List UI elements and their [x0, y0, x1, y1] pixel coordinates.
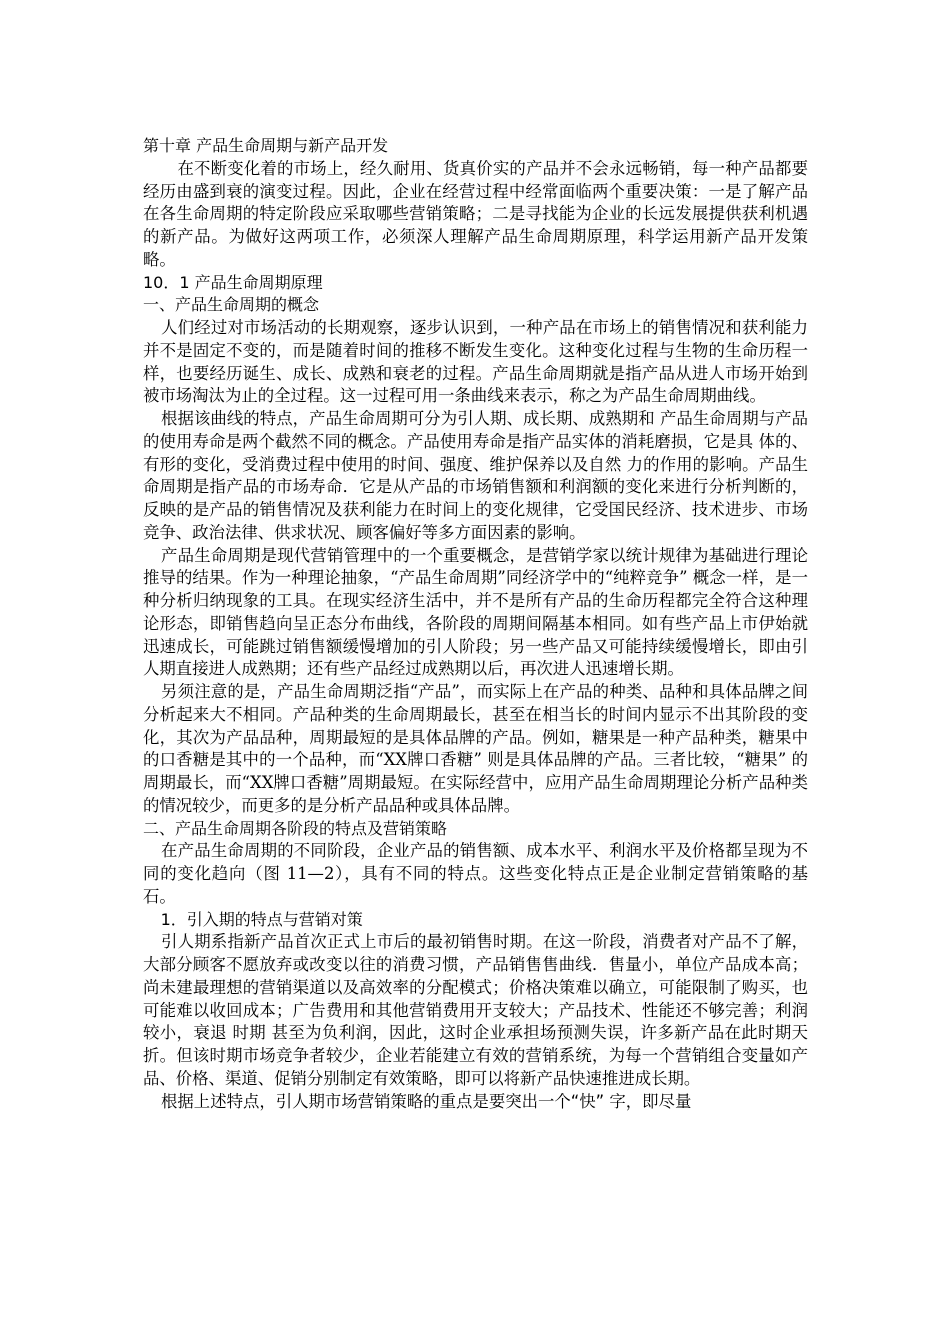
text-run: 即销售趋向呈正态分布曲线，各阶段的周期间隔基本相同。如有些产品上市伊始就迅速成长，可能跳过销售额缓慢增加的引人阶段；另一些产品又可能持续缓慢增长，即由引人期直接进人成熟期；还有些产品经过成熟期以后，再次进人迅速增长期。	[143, 613, 809, 679]
emphasis-fast: “快”	[570, 1091, 605, 1111]
paragraph-theory	[143, 545, 808, 682]
heading-concept: 一、产品生命周期的概念	[143, 295, 320, 315]
heading-stages: 二、产品生命周期各阶段的特点及营销策略	[143, 818, 448, 838]
intro-paragraph: 在不断变化着的市场上，经久耐用、货真价实的产品并不会永远畅销，每一种产品都要经历由盛到衰的演变过程。因此，企业在经营过程中经常面临两个重要决策：一是了解产品在各生命周期的特定阶段应采取哪些营销策略；二是寻找能为企业的长远发展提供获利机遇的新产品。为做好这两项工作，必须深人理解产品生命周期原理，科学运用新产品开发策略。	[143, 158, 808, 269]
text-run: 另须注意的是，产品生命周期泛指“产品”，而	[161, 682, 494, 701]
text-run: 根据该曲线的特点，产品生命周期可分为引人期、成长期、成熟期和 产品生命周期与产品的使用寿命是两个截然不同的概念。产品使用寿命是指产品实体的消耗磨损，它是具 体的、有形的变化，受消费过程中使用的时间、强度、维护保养以及自然 力的作用的影响。	[143, 409, 808, 474]
text-run: 字，即尽量	[604, 1091, 692, 1111]
paragraph-strategy	[143, 1091, 808, 1114]
text-run: 根据上述特点，引人期市场营销策略的重点是要突出一个	[161, 1091, 571, 1111]
chapter-title: 第十章 产品生命周期与新产品开发	[143, 136, 389, 155]
text-run: 这一过程可用一条曲线来表示，称之为产品生命周期曲线。	[339, 386, 766, 406]
text-run: 产品生命周期是现代营销管理中的一个重要概念，是营销学家以统计规律为基础进行理论推导的结果。作为一种理论抽象，“产品生命周期”同经济学中的“纯粹竞争” 概念一样，是一种分析归纳现象的工具。在现实经济生活中，	[143, 545, 808, 610]
paragraph-introduction: 引人期系指新产品首次正式上市后的最初销售时期。在这一阶段，消费者对产品不了解，大部分顾客不愿放弃或改变以往的消费习惯，产品销售售曲线．售量小，单位产品成本高；尚未建最理想的营销渠道以及高效率的分配模式；价格决策难以确立，可能限制了购买，也可能难以收回成本；广告费用和其他营销费用开支较大；产品技术、性能还不够完善；利润较小，衰退 时期 甚至为负利润，因此，这时企业承担场预测失误，许多新产品在此时期天折。但该时期市场竞争者较少，企业若能建立有效的营销系统，为每一个营销组合变量如产品、价格、渠道、促销分别制定有效策略，即可以将新产品快速推进成长期。	[143, 932, 808, 1088]
text-run: 人们经过对市场活动的长期观察，逐步认识到，一种产品在市场上的销售情况和获利能力并不是固定不变的，而是随着时间的推移不断发生变化。这种变化过程与生物的生命历程一样，也要经历诞生、成长、成熟和衰老的过程。	[143, 318, 808, 383]
emphasis-definition: 产品生命周期就是指产品从进人市场开始到被市场淘汰为止的全过程。	[143, 363, 808, 406]
section-heading: 10．1 产品生命周期原理	[143, 272, 323, 292]
subheading-introduction: 1．引入期的特点与营销对策	[160, 909, 363, 929]
paragraph-trends: 在产品生命周期的不同阶段，企业产品的销售额、成本水平、利润水平及价格都呈现为不同的变化趋向（图 11—2），具有不同的特点。这些变化特点正是企业制定营销策略的基石。	[143, 841, 808, 906]
paragraph-stages	[143, 408, 808, 545]
emphasis-market-life: 产品生命周期是指产品的市场寿命．它是从产品的市场销售额和利润额的变化来进行分析判断的，反映的是产品的销售情况及获利能力在时间上的变化规律，它受国民经济、技术进步、市场竞争、政治法律、供求状况、顾客偏好等多方面因素的影响。	[143, 454, 808, 542]
document-page	[143, 135, 808, 1113]
emphasis-brand: 实际上在产品的种类、品种和具体品牌之间分析起来大不相同。	[143, 682, 809, 724]
paragraph-concept	[143, 317, 808, 408]
emphasis-not-all: 并不是所有产品的生命历程都完全符合这种理论形态，	[143, 591, 809, 633]
text-run: 产品种类的生命周期最长，甚至在相当长的时间内显示不出其阶段的变化，其次为产品品种，周期最短的是具体品牌的产品。例如，糖果是一种产品种类，糖果中的口香糖是其中的一个品种，而“XX牌口香糖” 则是具体品牌的产品。三者比较，“糖果” 的周期最长，而“XX牌口香糖”周期最短。在实际经营中，应用产品生命周期理论分析产品种类的情况较少，而更多的是分析产品品种或具体品牌。	[143, 704, 809, 815]
paragraph-brand	[143, 681, 808, 818]
